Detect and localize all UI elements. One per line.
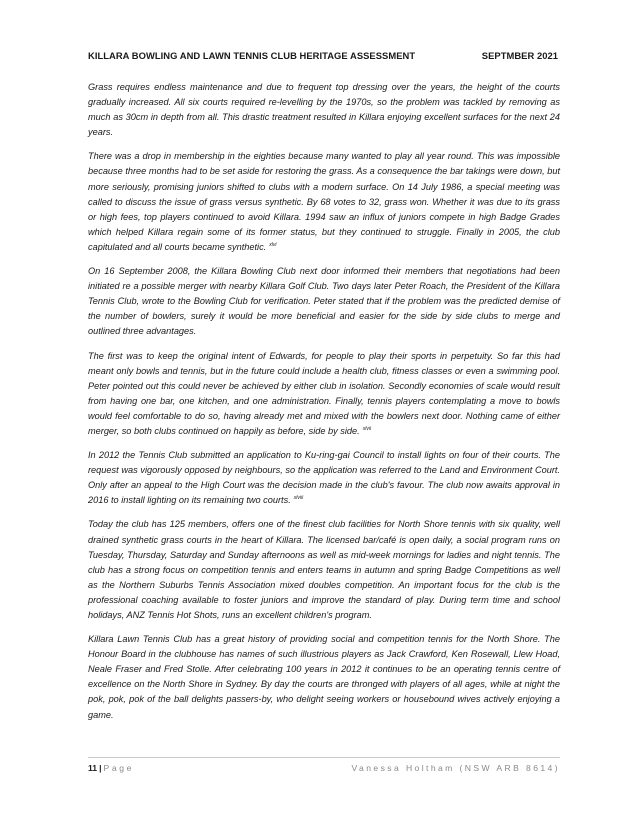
paragraph-text: Killara Lawn Tennis Club has a great history of providing social and competition tennis for the North Shore. The Honour Board in the clubhouse has names of such illustrious players as Jack Crawford, Ken Rosewall, Llew Hoad, Neale Fraser and Fred Stolle. After celebrating 100 years in 2012 it continues to be an operating tennis centre of excellence on the North Shore in Sydney. By day the courts are thronged with players of all ages, while at night the pok, pok, pok of the ball delights passers-by, who delight seeing workers or housebound wives actively enjoying a game. — [88, 634, 560, 720]
paragraph-text: In 2012 the Tennis Club submitted an application to Ku-ring-gai Council to install lights on four of their courts. The request was vigorously opposed by neighbours, so the application was referred to the Land and Environment Court. Only after an appeal to the High Court was the decision made in the club's favour. The club now awaits approval in 2016 to install lighting on its remaining two courts. — [88, 450, 560, 506]
body-text — [88, 80, 560, 732]
paragraph-text: On 16 September 2008, the Killara Bowling Club next door informed their members that negotiations had been initiated re a possible merger with nearby Killara Golf Club. Two days later Peter Roach, the President of the Killara Tennis Club, wrote to the Bowling Club for verification. Peter stated that if the problem was the predicted demise of the number of bowlers, surely it would be more beneficial and easier for the side by side clubs to merge and outlined three advantages. — [88, 266, 560, 337]
page-footer — [88, 763, 560, 773]
endnote-ref-xlviii: xlviii — [293, 495, 304, 502]
paragraph-7 — [88, 632, 560, 723]
paragraph-text: Today the club has 125 members, offers one of the finest club facilities for North Shore tennis with six quality, well drained synthetic grass courts in the heart of Killara. The licensed bar/café is open daily, a social program runs on Tuesday, Thursday, Saturday and Sunday afternoons as well as mid-week mornings for ladies and night tennis. The club has a strong focus on competition tennis and enters teams in autumn and spring Badge Competitions as well as the Northern Suburbs Tennis Association mixed doubles competition. An important focus for the club is the professional coaching available to foster juniors and improve the standard of play. During term time and school holidays, ANZ Tennis Hot Shots, runs an excellent children's program. — [88, 519, 560, 620]
paragraph-3 — [88, 264, 560, 339]
footer-divider — [88, 757, 560, 758]
paragraph-4 — [88, 349, 560, 440]
paragraph-2 — [88, 149, 560, 255]
endnote-ref-xlvi: xlvi — [269, 241, 277, 248]
header-title: KILLARA BOWLING AND LAWN TENNIS CLUB HERITAGE ASSESSMENT — [88, 50, 416, 61]
page-label: Page — [103, 763, 134, 773]
paragraph-text: The first was to keep the original intent of Edwards, for people to play their sports in perpetuity. So far this had meant only bowls and tennis, but in the future could include a health club, fitness classes or even a swimming pool. Peter pointed out this could never be achieved by either club in isolation. Secondly economies of scale would result from having one bar, one kitchen, and one administration. Finally, tennis players contemplating a move to bowls would feel comfortable to do so, having already met and mixed with the bowlers next door. Nothing came of either merger, so both clubs continued on happily as before, side by side. — [88, 350, 560, 436]
paragraph-1 — [88, 80, 560, 140]
header-date: SEPTMBER 2021 — [481, 50, 558, 61]
endnote-ref-xlvii: xlvii — [362, 425, 372, 432]
page-separator: | — [99, 763, 102, 773]
page-number: 11 — [88, 763, 98, 773]
paragraph-text: There was a drop in membership in the eighties because many wanted to play all year round. This was impossible because three months had to be set aside for restoring the grass. As a consequence the bar takings were down, but more seriously, promising juniors shifted to clubs with a modern surface. On 14 July 1986, a special meeting was called to discuss the issue of grass versus synthetic. By 68 votes to 32, grass won. Whether it was due to its grass or high fees, top players continued to avoid Killara. 1994 saw an influx of juniors compete in high Badge Grades which helped Killara regain some of its former status, but they continued to struggle. Finally in 2005, the club capitulated and all courts became synthetic. — [88, 151, 560, 252]
paragraph-5 — [88, 448, 560, 508]
paragraph-6 — [88, 517, 560, 623]
footer-author: Vanessa Holtham (NSW ARB 8614) — [351, 763, 560, 773]
paragraph-text: Grass requires endless maintenance and due to frequent top dressing over the years, the height of the courts gradually increased. All six courts required re-levelling by the 1970s, so the problem was tackled by removing as much as 30cm in depth from all. This drastic treatment resulted in Killara enjoying excellent surfaces for the next 24 years. — [88, 82, 560, 138]
